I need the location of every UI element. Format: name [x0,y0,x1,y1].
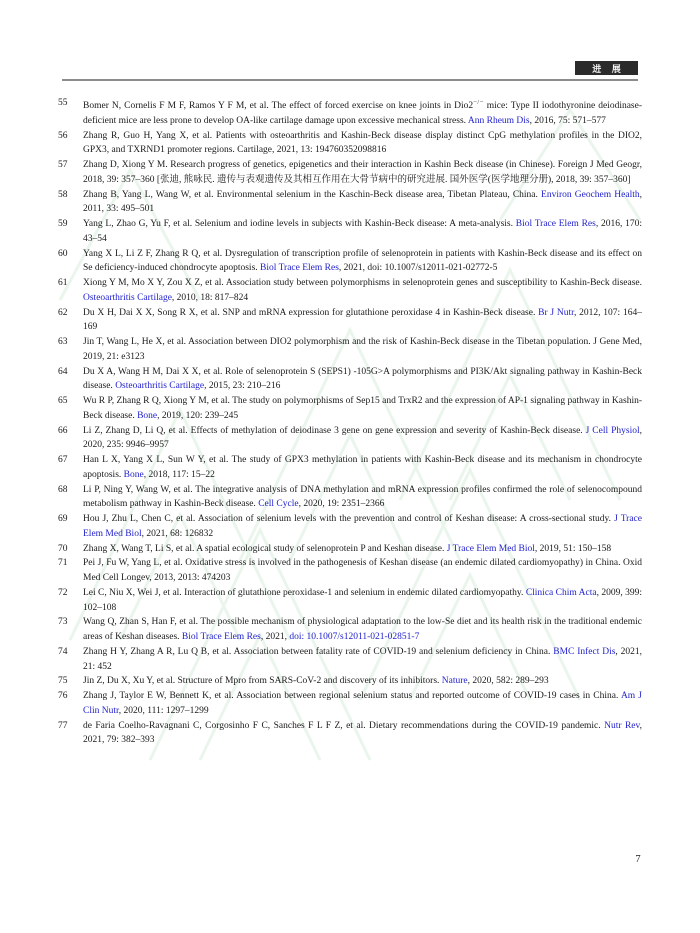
reference-segment: de Faria Coelho-Ravagnani C, Corgosinho F C, Sanches F L F Z, et al. Dietary recommendations during the COVID-19 pandemic. [83,720,605,731]
reference-text [83,217,642,247]
reference-number: 64 [58,366,68,377]
reference-segment: , 2016, 75: 571–577 [529,115,606,126]
reference-text [83,306,642,336]
reference-segment: , 2021, 79: 382–393 [83,720,642,746]
reference-number: 76 [58,691,68,701]
journal-link[interactable]: Cell Cycle [258,499,299,510]
journal-link[interactable]: Osteoarthritis Cartilage [115,381,205,392]
reference-text [83,394,642,424]
journal-link[interactable]: Am J Clin Nutr [83,691,642,716]
reference-segment: Pei J, Fu W, Yang L, et al. Oxidative stress is involved in the pathogenesis of Keshan disease (an endemic dilated cardiomyopathy) in China. Oxid Med Cell Longev, 2013, 2013: 474203 [83,558,642,583]
reference-number: 65 [58,396,68,406]
journal-link[interactable]: Clinica Chim Acta [525,587,597,598]
reference-segment: , 2020, 235: 9946–9957 [83,425,642,451]
reference-segment: , 2012, 107: 164–169 [83,307,642,333]
reference-item [58,645,642,675]
reference-item [58,556,642,586]
reference-item [58,615,642,645]
reference-text [83,453,642,483]
reference-text [83,276,642,306]
reference-segment: Du X H, Dai X X, Song R X, et al. SNP and mRNA expression for glutathione peroxidase 4 in Kashin-Beck disease. [83,307,539,318]
reference-text [83,674,642,689]
reference-segment: , 2015, 23: 210–216 [204,381,281,392]
reference-text [83,645,642,675]
journal-link[interactable]: Biol Trace Elem Res [181,632,261,642]
reference-segment: , 2021, [260,632,290,642]
reference-text [83,335,642,365]
reference-number: 70 [58,543,68,554]
journal-link[interactable]: Br J Nutr [538,307,574,318]
reference-segment: Jin Z, Du X, Xu Y, et al. Structure of Mpro from SARS-CoV-2 and discovery of its inhibitors. [83,676,442,687]
reference-segment: Jin T, Wang L, He X, et al. Association between DIO2 polymorphism and the risk of Kashin-Beck disease in the Tibetan population. J Gene Med, 2019, 21: e3123 [83,337,642,362]
journal-link[interactable]: Ann Rheum Dis [467,115,530,126]
reference-text [83,689,642,719]
reference-number: 56 [58,130,68,141]
reference-number: 69 [58,514,68,524]
journal-link[interactable]: doi: 10.1007/s12011-021-02851-7 [289,632,420,642]
reference-text [83,483,642,513]
header-rule [62,79,638,81]
reference-segment: , 2020, 19: 2351–2366 [298,499,385,510]
reference-number: 55 [58,98,68,108]
reference-segment: Zhang X, Wang T, Li S, et al. A spatial ecological study of selenoprotein P and Keshan disease. [83,543,447,554]
reference-segment: Zhang D, Xiong Y M. Research progress of genetics, epigenetics and their interaction in Kashin Beck disease (in Chinese). Foreign J Med Geogr, 2018, 39: 357–360 [张迪, 熊咏民. 遗传与表观遗传及其相互作用在大骨节病中的研究进展. 国外医学(医学地理分册), 2018, 39: 357–360] [83,160,642,185]
reference-number: 66 [58,425,68,436]
reference-segment: Li Z, Zhang D, Li Q, et al. Effects of methylation of deiodinase 3 gene on gene expression and severity of Kashin-Beck disease. [83,425,586,436]
reference-segment: Xiong Y M, Mo X Y, Zou X Z, et al. Association study between polymorphisms in selenoprotein genes and susceptibility to Kashin-Beck disease. [83,278,642,288]
reference-text [83,365,642,395]
reference-text [83,158,642,188]
reference-number: 74 [58,646,68,657]
reference-item [58,306,642,336]
reference-item [58,335,642,365]
reference-item [58,247,642,277]
reference-number: 77 [58,720,68,731]
reference-segment: Zhang B, Yang L, Wang W, et al. Environmental selenium in the Kaschin-Beck disease area, Tibetan Plateau, China. [83,189,542,200]
reference-segment: Yang L, Zhao G, Yu F, et al. Selenium and iodine levels in subjects with Kashin-Beck disease: A meta-analysis. [83,219,516,229]
reference-item [58,453,642,483]
reference-segment: Zhang H Y, Zhang A R, Lu Q B, et al. Association between fatality rate of COVID-19 and selenium deficiency in China. [83,646,554,657]
journal-link[interactable]: Nutr Rev [604,720,640,731]
journal-link[interactable]: BMC Infect Dis [553,646,616,657]
reference-item [58,483,642,513]
reference-segment: , 2011, 33: 495–501 [83,189,642,215]
journal-link[interactable]: J Cell Physiol [585,425,640,436]
reference-text [83,424,642,454]
reference-segment: , 2016, 170: 43–54 [83,219,642,244]
reference-text [83,129,642,159]
reference-segment: , 2018, 117: 15–22 [143,469,215,480]
reference-number: 58 [58,189,68,200]
reference-text [83,96,642,129]
reference-segment: , 2019, 120: 239–245 [157,410,239,421]
reference-number: 73 [58,617,68,628]
superscript-text: −/− [473,99,484,106]
reference-number: 59 [58,219,68,229]
journal-link[interactable]: Osteoarthritis Cartilage [83,292,172,303]
reference-segment: Zhang R, Guo H, Yang X, et al. Patients with osteoarthritis and Kashin-Beck disease display distinct CpG methylation profiles in the DIO2, GPX3, and TXRND1 promoter regions. Cartilage, 2021, 13: 194760352098816 [83,130,642,156]
reference-segment: , 2021, 68: 126832 [141,528,214,539]
reference-text [83,188,642,218]
journal-link[interactable]: J Trace Elem Med Biol [446,543,535,554]
reference-text [83,542,642,557]
reference-segment: , 2021, 21: 452 [83,646,643,672]
reference-segment: Zhang J, Taylor E W, Bennett K, et al. Association between regional selenium status and reported outcome of COVID-19 cases in China. [83,691,621,701]
reference-item [58,512,642,542]
reference-number: 60 [58,248,68,259]
reference-item [58,188,642,218]
reference-item [58,674,642,689]
reference-text [83,586,642,616]
reference-text [83,719,642,749]
reference-segment: Han L X, Yang X L, Sun W Y, et al. The study of GPX3 methylation in patients with Kashin-Beck disease and its mechanism in chondrocyte apoptosis. [83,455,642,480]
column-tag-badge: 进 展 [575,61,638,75]
reference-number: 67 [58,455,68,465]
reference-number: 68 [58,484,68,495]
reference-item [58,586,642,616]
reference-text [83,556,642,586]
reference-item [58,542,642,557]
reference-number: 71 [58,558,68,569]
reference-segment: mice: Type II iodothyronine deiodinase-deficient mice are less prone to develop OA-like cartilage damage upon excessive mechanical stress. [83,101,642,126]
reference-text [83,512,642,542]
reference-item [58,276,642,306]
reference-segment: Wu R P, Zhang R Q, Xiong Y M, et al. The study on polymorphisms of Sep15 and TrxR2 and the expression of AP-1 signaling pathway in Kashin-Beck disease. [83,396,642,421]
journal-link[interactable]: Biol Trace Elem Res [260,263,339,274]
reference-segment: , 2021, doi: 10.1007/s12011-021-02772-5 [338,263,498,274]
journal-link[interactable]: Bone [123,469,144,480]
reference-item [58,158,642,188]
reference-item [58,365,642,395]
reference-segment: Bomer N, Cornelis F M F, Ramos Y F M, et al. The effect of forced exercise on knee joints in Dio2 [83,101,474,111]
journal-link[interactable]: Bone [137,410,158,421]
reference-item [58,217,642,247]
reference-segment: , 2010, 18: 817–824 [171,292,249,303]
reference-list [58,96,642,748]
reference-segment: , 2020, 111: 1297–1299 [118,705,209,716]
journal-link[interactable]: J Trace Elem Med Biol [83,514,642,539]
reference-segment: , 2019, 51: 150–158 [534,543,612,554]
reference-item [58,394,642,424]
reference-segment: Lei C, Niu X, Wei J, et al. Interaction of glutathione peroxidase-1 and selenium in endemic dilated cardiomyopathy. [83,587,526,598]
reference-number: 72 [58,587,68,598]
reference-number: 75 [58,676,68,687]
reference-segment: Du X A, Wang H M, Dai X X, et al. Role of selenoprotein S (SEPS1) -105G>A polymorphisms and PI3K/Akt signaling pathway in Kashin-Beck disease. [83,366,642,392]
reference-text [83,615,642,645]
reference-item [58,96,642,129]
journal-link[interactable]: Nature [441,676,468,687]
reference-number: 61 [58,278,68,288]
reference-item [58,129,642,159]
reference-number: 62 [58,307,68,318]
reference-item [58,424,642,454]
journal-link[interactable]: Biol Trace Elem Res [515,219,596,229]
page-number: 7 [635,854,641,865]
reference-segment: Hou J, Zhu L, Chen C, et al. Association of selenium levels with the prevention and control of Keshan disease: A cross-sectional study. [83,514,615,524]
reference-item [58,689,642,719]
reference-number: 57 [58,160,68,170]
reference-segment: Wang Q, Zhan S, Han F, et al. The possible mechanism of physiological adaptation to the low-Se diet and its health risk in the traditional endemic areas of Keshan diseases. [83,617,642,642]
reference-segment: Yang X L, Li Z F, Zhang R Q, et al. Dysregulation of transcription profile of selenoprotein in patients with Kashin-Beck disease and its effect on Se deficiency-induced chondrocyte apoptosis. [83,248,642,274]
journal-link[interactable]: Environ Geochem Health [541,189,640,200]
reference-segment: Li P, Ning Y, Wang W, et al. The integrative analysis of DNA methylation and mRNA expression profiles confirmed the role of selenocompound metabolism pathway in Kashin-Beck disease. [83,484,642,510]
reference-text [83,247,642,277]
reference-item [58,719,642,749]
reference-segment: , 2020, 582: 289–293 [467,676,549,687]
reference-segment: , 2009, 399: 102–108 [83,587,643,613]
reference-number: 63 [58,337,68,347]
